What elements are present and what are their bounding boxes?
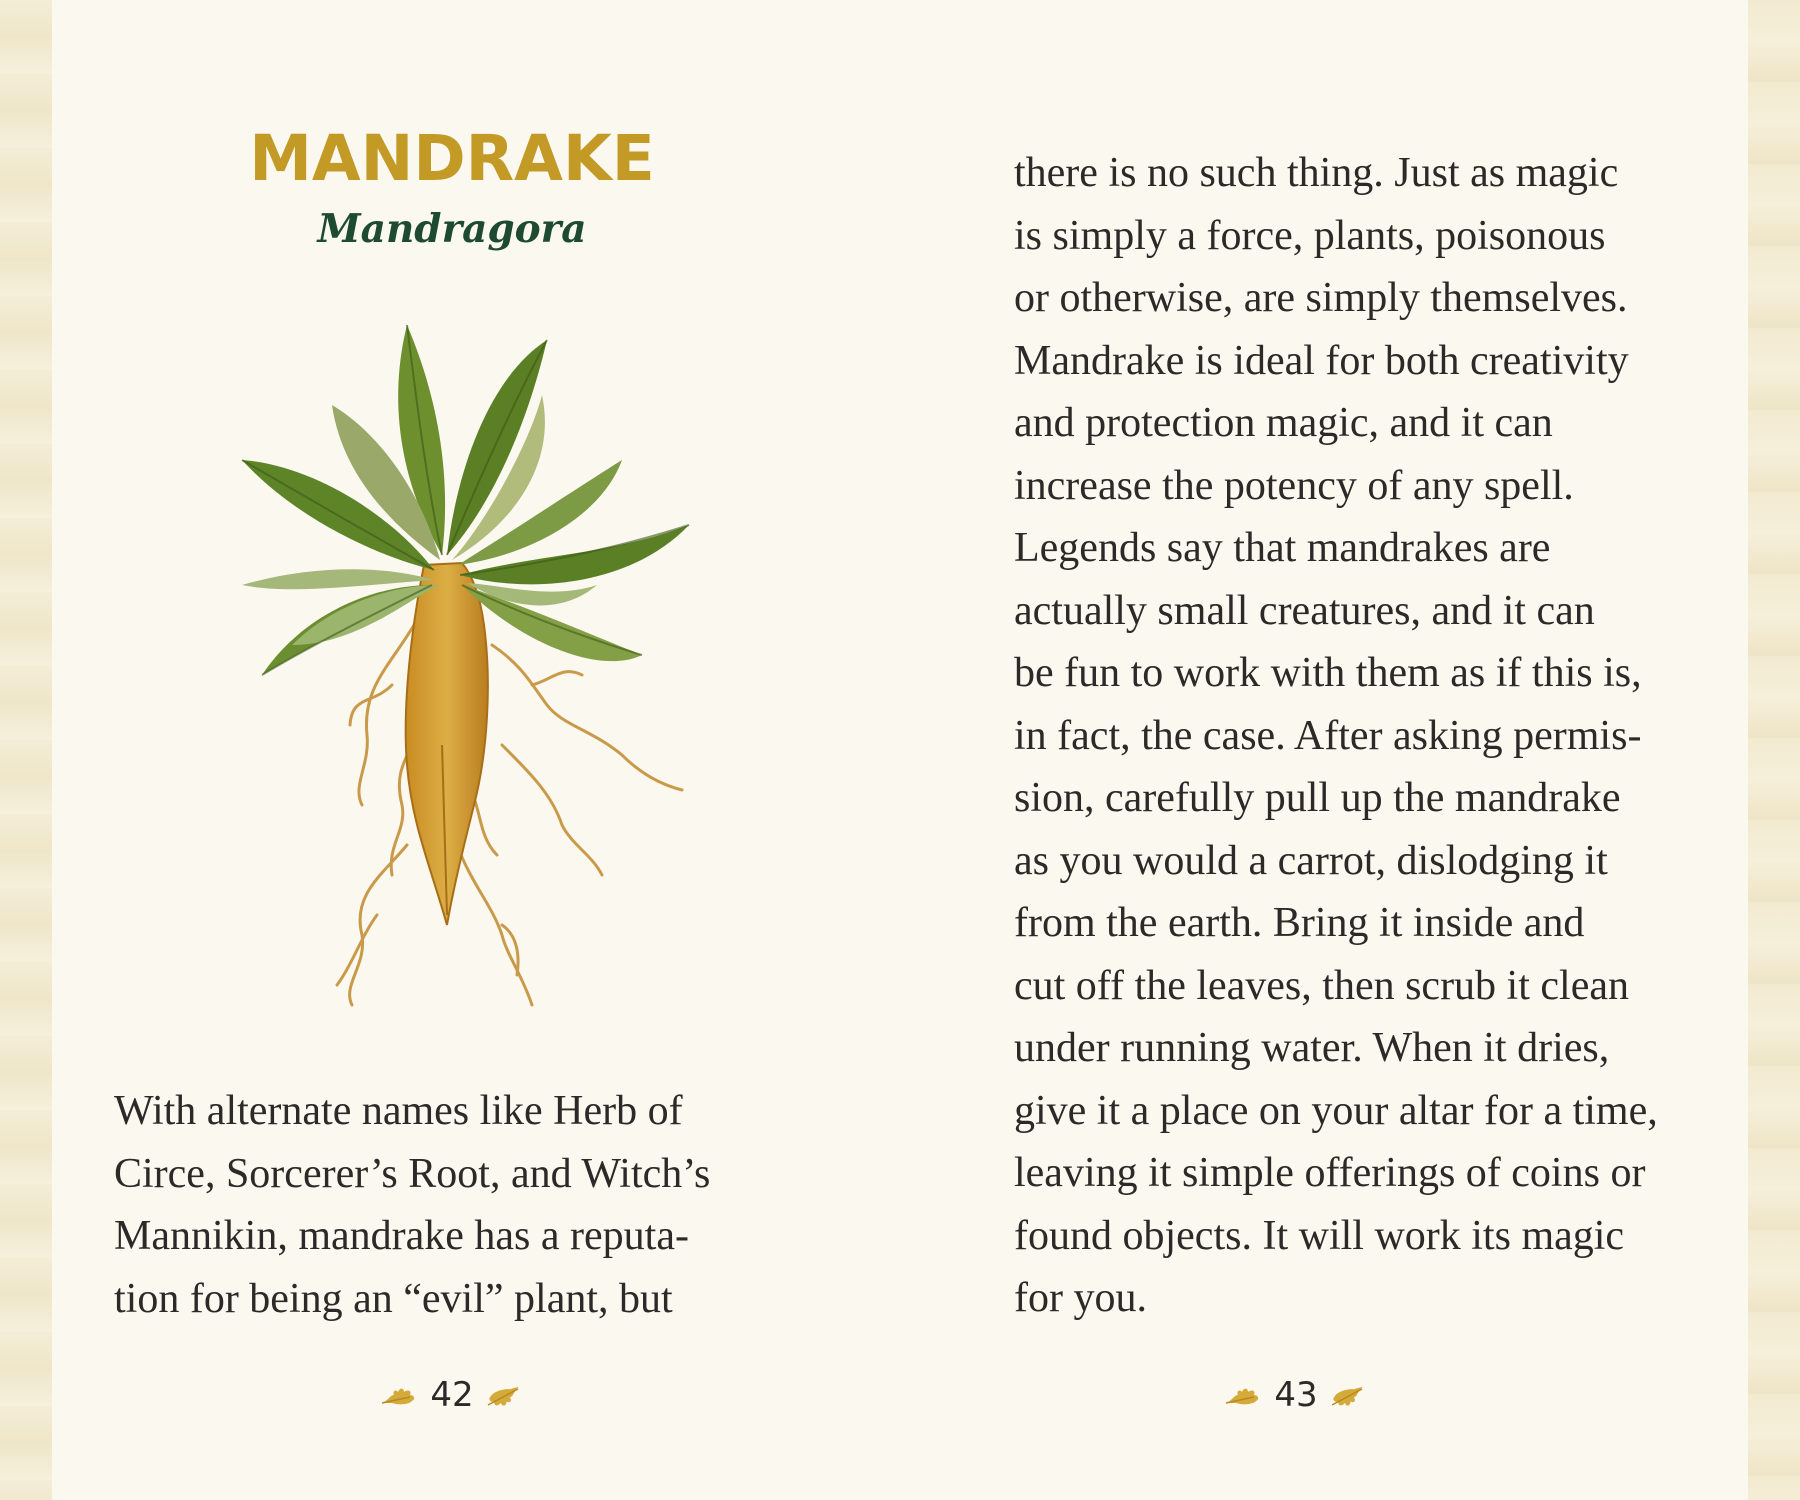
text-line: as you would a carrot, dislodging it	[1014, 837, 1608, 884]
text-line: give it a place on your altar for a time,	[1014, 1087, 1658, 1134]
text-line: leaving it simple offerings of coins or	[1014, 1150, 1646, 1196]
oak-leaf-icon	[484, 1383, 524, 1407]
plant-title: MANDRAKE	[249, 122, 655, 195]
text-line: or otherwise, are simply themselves.	[1014, 275, 1628, 321]
text-line: found objects. It will work its magic	[1014, 1212, 1625, 1259]
text-line: Mannikin, mandrake has a reputa-	[114, 1213, 689, 1259]
rootlets	[337, 615, 682, 1005]
page-number: 43	[1274, 1375, 1318, 1415]
text-line: Legends say that mandrakes are	[1014, 525, 1551, 571]
page-number-right	[1146, 1375, 1446, 1415]
text-line: Circe, Sorcerer’s Root, and Witch’s	[114, 1150, 711, 1197]
mandrake-plant-illustration	[202, 285, 702, 1045]
body-text-left	[114, 1080, 814, 1330]
left-page	[52, 0, 900, 1500]
oak-leaf-icon	[1328, 1383, 1368, 1407]
text-line: be fun to work with them as if this is,	[1014, 650, 1642, 696]
oak-leaf-icon	[380, 1383, 420, 1407]
text-line: tion for being an “evil” plant, but	[114, 1275, 673, 1322]
right-page	[900, 0, 1748, 1500]
page-number-left	[302, 1375, 602, 1415]
text-line: With alternate names like Herb of	[114, 1088, 683, 1134]
text-line: in fact, the case. After asking permis-	[1014, 712, 1642, 759]
text-line: is simply a force, plants, poisonous	[1014, 212, 1606, 259]
page-edge-right	[1748, 0, 1800, 1500]
page-number: 42	[430, 1375, 474, 1415]
text-line: sion, carefully pull up the mandrake	[1014, 775, 1621, 821]
plant-latin-name: Mandragora	[317, 206, 587, 252]
text-line: increase the potency of any spell.	[1014, 462, 1574, 509]
text-line: and protection magic, and it can	[1014, 400, 1553, 446]
taproot	[406, 563, 488, 925]
text-line: there is no such thing. Just as magic	[1014, 150, 1619, 196]
page-edge-left	[0, 0, 52, 1500]
text-line: actually small creatures, and it can	[1014, 587, 1595, 634]
text-line: Mandrake is ideal for both creativity	[1014, 337, 1629, 384]
oak-leaf-icon	[1224, 1383, 1264, 1407]
body-text-right	[1014, 142, 1714, 1330]
text-line: from the earth. Bring it inside and	[1014, 900, 1585, 946]
text-line: cut off the leaves, then scrub it clean	[1014, 962, 1629, 1009]
text-line: under running water. When it dries,	[1014, 1025, 1610, 1071]
text-line: for you.	[1014, 1275, 1147, 1321]
